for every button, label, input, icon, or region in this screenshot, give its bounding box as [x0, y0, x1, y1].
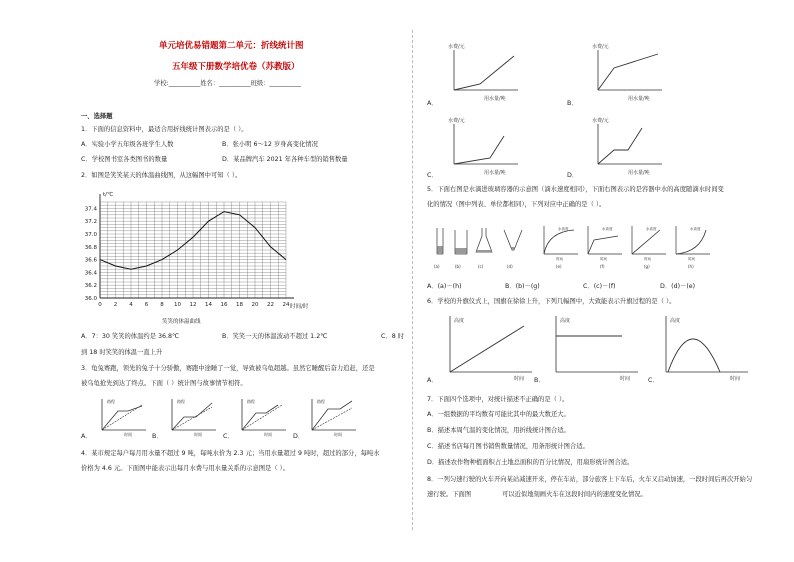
- q5-container-d: [504, 230, 522, 269]
- x-tick-label: 18: [236, 302, 243, 308]
- x-tick-label: 8: [160, 302, 164, 308]
- q4-a-xlabel: 用水量/吨: [484, 96, 506, 102]
- q2-option-c-continued: 到 18 时笑笑的体温一直上升: [81, 349, 163, 356]
- q1-option-d[interactable]: D．某品牌汽车 2021 年各种车型的销售数量: [222, 156, 348, 163]
- q7-option-a[interactable]: A．一组数据的平均数有可能比其中的最大数还大。: [427, 411, 570, 418]
- y-tick-label: 37.4: [84, 206, 97, 213]
- q6-option-b-label[interactable]: B．: [534, 377, 545, 384]
- q5-container-c: [476, 228, 492, 269]
- q5-f-ylabel: 水高度: [602, 227, 613, 231]
- q3-b-xlabel: 时间: [194, 432, 202, 437]
- student-info-fields: 学校:__________姓名：__________班级：__________: [154, 80, 301, 87]
- q8-line1: 8．一列匀速行驶的火车开向某站减速开来，停在车站，部分旅客上下车后，火车又启动加速，一段时间后再次开始匀: [427, 476, 753, 483]
- q6-a-xlabel: 时间: [514, 376, 525, 382]
- q6-option-c-label[interactable]: C．: [648, 377, 659, 384]
- q3-a-xlabel: 时间: [124, 432, 132, 437]
- q5-graph-g-label: (g): [644, 264, 650, 269]
- q4-option-a-label[interactable]: A．: [427, 100, 438, 107]
- q5-option-a[interactable]: A．(a)－(h): [427, 283, 462, 290]
- q8-line2: 速行驶。下面图: [427, 491, 472, 498]
- q4-a-ylabel: 水费/元: [448, 44, 465, 50]
- q6-a-ylabel: 高度: [454, 318, 465, 324]
- y-tick-label: 36.0: [84, 296, 97, 302]
- q5-graph-h: [676, 226, 710, 269]
- q4-c-xlabel: 用水量/吨: [484, 170, 506, 176]
- q6-option-a-label[interactable]: A．: [427, 377, 438, 384]
- q5-container-b: [455, 230, 467, 269]
- q5-graph-f-label: (f): [600, 264, 605, 269]
- q3-d-ylabel: 路程: [317, 399, 325, 404]
- q6-b-xlabel: 时间: [620, 376, 631, 382]
- q5-option-c[interactable]: C．(c)－(f): [583, 283, 616, 290]
- x-tick-label: 14: [205, 302, 212, 308]
- q4-graph-a[interactable]: [440, 40, 520, 104]
- y-tick-label: 37.0: [84, 232, 97, 238]
- q1-option-a[interactable]: A．实验小学五年级各班学生人数: [81, 141, 174, 148]
- q7-option-b[interactable]: B．描述本周气温的变化情况，用折线统计图合适。: [427, 427, 570, 434]
- temperature-line-chart: [70, 186, 320, 316]
- q4-option-d-label[interactable]: D．: [567, 172, 579, 179]
- chart-caption: 笑笑的体温曲线: [162, 319, 201, 325]
- q6-c-ylabel: 高度: [670, 318, 681, 324]
- q5-container-a-label: (a): [434, 264, 440, 269]
- y-tick-label: 36.2: [84, 283, 97, 290]
- q6-graph-c[interactable]: [656, 312, 756, 382]
- q1-stem: 1．下面的信息资料中，最适合用折线统计图表示的是（ ）。: [81, 126, 248, 133]
- q6-graph-a[interactable]: [440, 312, 540, 382]
- q5-g-xlabel: 时间: [644, 257, 651, 261]
- x-tick-label: 10: [174, 302, 181, 308]
- q7-stem: 7．下面四个选项中，对统计描述不正确的是（ ）。: [427, 396, 569, 403]
- q3-graph-a[interactable]: [96, 397, 148, 437]
- x-axis-label: 时间/时: [290, 304, 309, 310]
- q6-c-xlabel: 时间: [730, 376, 741, 382]
- q3-option-d-label[interactable]: D．: [293, 433, 305, 440]
- x-tick-label: 12: [189, 302, 197, 308]
- q5-g-ylabel: 水高度: [646, 227, 657, 231]
- x-tick-label: 6: [144, 302, 149, 308]
- x-tick-label: 0: [98, 302, 102, 308]
- q7-option-d[interactable]: D．描述农作物种植面积占土地总面积的百分比情况，用扇形统计图合适。: [427, 459, 634, 466]
- worksheet-title: 单元培优易错题第二单元：折线统计图: [159, 41, 304, 51]
- q2-option-b[interactable]: B．笑笑一天的体温波动不超过 1.2℃: [222, 333, 328, 340]
- x-tick-label: 20: [251, 302, 259, 308]
- q5-h-xlabel: 时间: [688, 257, 695, 261]
- q5-e-xlabel: 时间: [556, 257, 563, 261]
- x-tick-label: 24: [282, 302, 290, 308]
- q4-b-ylabel: 水费/元: [592, 44, 609, 50]
- q1-option-b[interactable]: B．张小明 6～12 岁身高变化情况: [222, 141, 318, 148]
- q4-c-ylabel: 水费/元: [448, 118, 465, 124]
- q4-graph-b[interactable]: [584, 40, 664, 104]
- q3-graph-c[interactable]: [236, 397, 288, 437]
- column-divider: [412, 30, 413, 530]
- x-tick-label: 2: [113, 302, 118, 308]
- q5-container-a: [434, 228, 443, 269]
- q5-graph-f: [588, 226, 622, 269]
- q3-option-b-label[interactable]: B．: [152, 433, 163, 440]
- q6-graph-b[interactable]: [546, 312, 646, 382]
- q4-line2: 价格为 4.6 元。下面图中能表示出每月水费与用水量关系的示意图是（ ）。: [81, 465, 290, 472]
- q5-graph-e-label: (e): [556, 264, 562, 269]
- x-tick-label: 16: [220, 302, 228, 308]
- q5-container-c-label: (c): [478, 264, 484, 269]
- q2-stem: 2．如图是笑笑某天的体温曲线图，从这幅图中可知（ ）。: [81, 172, 242, 179]
- q2-option-c[interactable]: C．8 时: [381, 333, 404, 340]
- q3-c-ylabel: 路程: [247, 399, 255, 404]
- x-tick-label: 22: [267, 302, 274, 308]
- worksheet-subtitle: 五年级下册数学培优卷（苏教版）: [172, 62, 300, 72]
- q5-graph-h-label: (h): [688, 264, 694, 269]
- q5-option-b[interactable]: B．(b)－(g): [505, 283, 540, 290]
- q3-b-ylabel: 路程: [177, 399, 185, 404]
- x-tick-label: 4: [129, 302, 133, 308]
- q2-option-a[interactable]: A．7：30 笑笑的体温约是 36.8℃: [81, 333, 180, 340]
- q4-line1: 4．某市规定每户每月用水量不超过 9 吨，每吨水价为 2.3 元；当用水量超过 9 吨时，超过的部分，每吨水: [81, 450, 380, 457]
- q3-c-xlabel: 时间: [264, 432, 272, 437]
- q4-option-c-label[interactable]: C．: [427, 172, 438, 179]
- q3-a-ylabel: 路程: [107, 399, 115, 404]
- q5-option-d[interactable]: D．(d)－(e): [660, 283, 696, 290]
- q6-stem: 6．学校的升旗仪式上，国旗在徐徐上升，下列几幅图中，大致能表示升旗过程的是（ ）。: [427, 298, 676, 305]
- q5-line1: 5．下面右图是水滴进玻璃容器的示意图（滴水速度相同），下面右图表示的是容器中水的高度随滴水时间变: [427, 186, 724, 193]
- q5-e-ylabel: 水高度: [558, 227, 569, 231]
- q4-b-xlabel: 用水量/吨: [628, 96, 650, 102]
- q4-option-b-label[interactable]: B．: [567, 100, 578, 107]
- q5-container-d-label: (d): [507, 264, 513, 269]
- q5-h-ylabel: 水高度: [690, 227, 701, 231]
- q3-d-xlabel: 时间: [334, 432, 342, 437]
- y-tick-label: 36.6: [84, 257, 97, 264]
- q5-containers-and-graphs: [428, 218, 718, 274]
- q3-option-c-label[interactable]: C．: [223, 433, 234, 440]
- q7-option-c[interactable]: C．描述书店每月图书销售数量情况，用条形统计图合适。: [427, 443, 589, 450]
- q5-graph-g: [632, 226, 666, 269]
- q8-line2-continued: 可以近似地刻画火车在这段时间内的速度变化情况。: [502, 491, 647, 498]
- q5-graph-e: [544, 226, 578, 269]
- y-axis-label: t/℃: [103, 192, 114, 198]
- q5-container-b-label: (b): [455, 264, 461, 269]
- q3-line1: 3．龟兔赛跑，领先的兔子十分骄傲，赛跑中途睡了一觉，导致被乌龟超越。虽然它睡醒后奋力追赶，还是: [81, 365, 375, 372]
- q4-graph-d[interactable]: [584, 114, 664, 178]
- section-heading: 一、选择题: [81, 113, 113, 120]
- q5-f-xlabel: 时间: [600, 257, 607, 261]
- q5-line2: 化的情况（图中列表、单位都相同），下列对应中正确的是（ ）。: [427, 201, 606, 208]
- q6-b-ylabel: 高度: [560, 318, 571, 324]
- y-tick-label: 36.4: [84, 270, 97, 277]
- q3-graph-b[interactable]: [166, 397, 218, 437]
- y-tick-label: 36.8: [84, 244, 97, 251]
- q3-graph-d[interactable]: [306, 397, 358, 437]
- q4-graph-c[interactable]: [440, 114, 520, 178]
- y-tick-label: 37.2: [84, 219, 97, 226]
- q3-line2: 被乌龟抢先到达了终点。下面（ ）统计图与故事情节相符。: [81, 380, 247, 387]
- q4-d-ylabel: 水费/元: [592, 118, 609, 124]
- q4-d-xlabel: 用水量/吨: [628, 170, 650, 176]
- q3-option-a-label[interactable]: A．: [81, 433, 92, 440]
- q1-option-c[interactable]: C．学校图书室各类图书的数量: [81, 156, 168, 163]
